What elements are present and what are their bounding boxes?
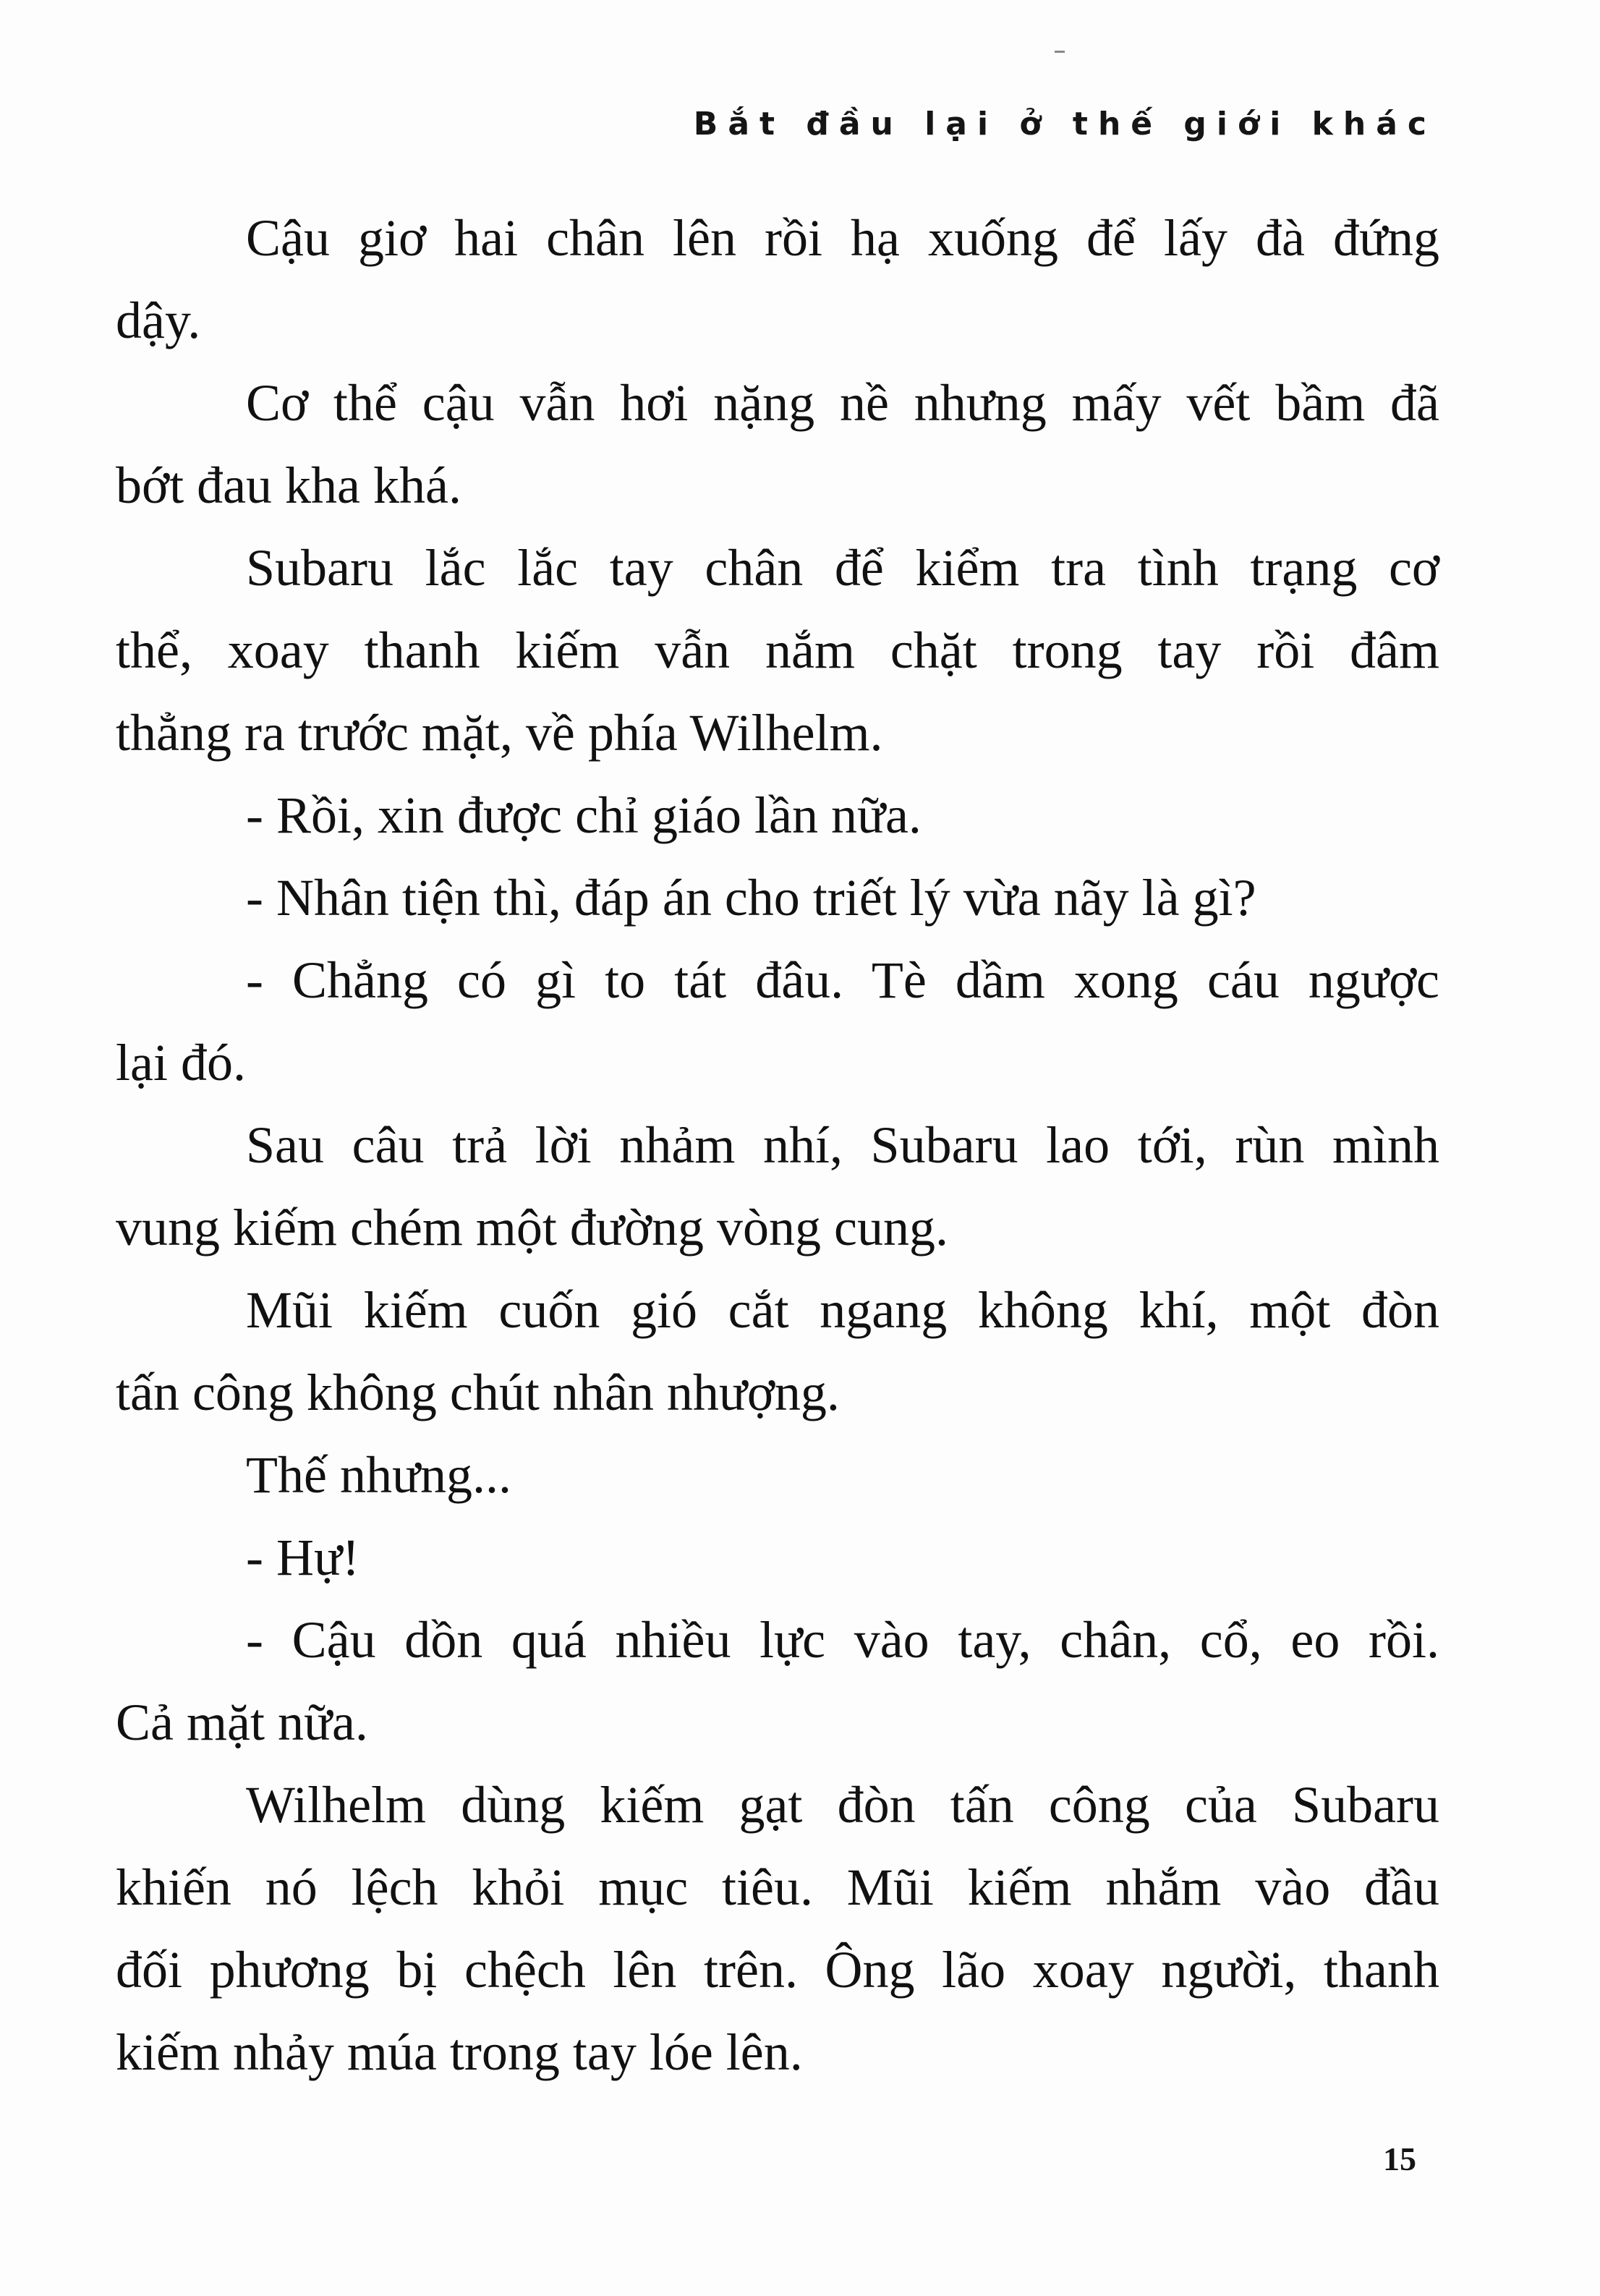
- text-line: khiến nó lệch khỏi mục tiêu. Mũi kiếm nhắm vào đầu: [116, 1858, 1439, 1916]
- text-line: dậy.: [116, 292, 201, 349]
- paragraph: [116, 527, 1439, 774]
- scan-mark: [1055, 51, 1065, 53]
- paragraph: [116, 774, 1439, 856]
- paragraph: [116, 1764, 1439, 2093]
- paragraph: [116, 1599, 1439, 1764]
- text-line: Wilhelm dùng kiếm gạt đòn tấn công của Subaru: [246, 1776, 1439, 1834]
- text-line: lại đó.: [116, 1034, 246, 1092]
- text-line: thể, xoay thanh kiếm vẫn nắm chặt trong tay rồi đâm: [116, 621, 1439, 679]
- text-line: bớt đau kha khá.: [116, 456, 461, 514]
- text-line: - Nhân tiện thì, đáp án cho triết lý vừa nãy là gì?: [246, 869, 1256, 927]
- text-line: - Rồi, xin được chỉ giáo lần nữa.: [246, 786, 922, 844]
- text-line: Sau câu trả lời nhảm nhí, Subaru lao tới, rùn mình: [246, 1116, 1439, 1174]
- paragraph: [116, 1516, 1439, 1599]
- text-line: - Chẳng có gì to tát đâu. Tè dầm xong cáu ngược: [246, 951, 1439, 1009]
- page-body: [116, 197, 1439, 2093]
- page-number: 15: [1383, 2140, 1416, 2177]
- paragraph: [116, 362, 1439, 527]
- text-line: Thế nhưng...: [246, 1446, 511, 1504]
- text-line: Subaru lắc lắc tay chân để kiểm tra tình trạng cơ: [246, 539, 1439, 597]
- text-line: Cơ thể cậu vẫn hơi nặng nề nhưng mấy vết bầm đã: [246, 374, 1439, 432]
- text-line: - Hự!: [246, 1528, 359, 1586]
- paragraph: [116, 197, 1439, 362]
- text-line: thẳng ra trước mặt, về phía Wilhelm.: [116, 704, 883, 762]
- text-line: Mũi kiếm cuốn gió cắt ngang không khí, một đòn: [246, 1281, 1439, 1339]
- paragraph: [116, 1434, 1439, 1516]
- text-line: tấn công không chút nhân nhượng.: [116, 1364, 840, 1421]
- text-line: đối phương bị chệch lên trên. Ông lão xoay người, thanh: [116, 1941, 1439, 1999]
- text-line: kiếm nhảy múa trong tay lóe lên.: [116, 2023, 803, 2081]
- text-line: vung kiếm chém một đường vòng cung.: [116, 1199, 948, 1257]
- text-line: - Cậu dồn quá nhiều lực vào tay, chân, cổ, eo rồi.: [246, 1611, 1439, 1669]
- text-line: Cậu giơ hai chân lên rồi hạ xuống để lấy đà đứng: [246, 209, 1439, 267]
- text-line: Cả mặt nữa.: [116, 1693, 368, 1751]
- paragraph: [116, 1269, 1439, 1434]
- running-header: Bắt đầu lại ở thế giới khác: [693, 106, 1437, 143]
- paragraph: [116, 939, 1439, 1104]
- paragraph: [116, 856, 1439, 939]
- paragraph: [116, 1104, 1439, 1269]
